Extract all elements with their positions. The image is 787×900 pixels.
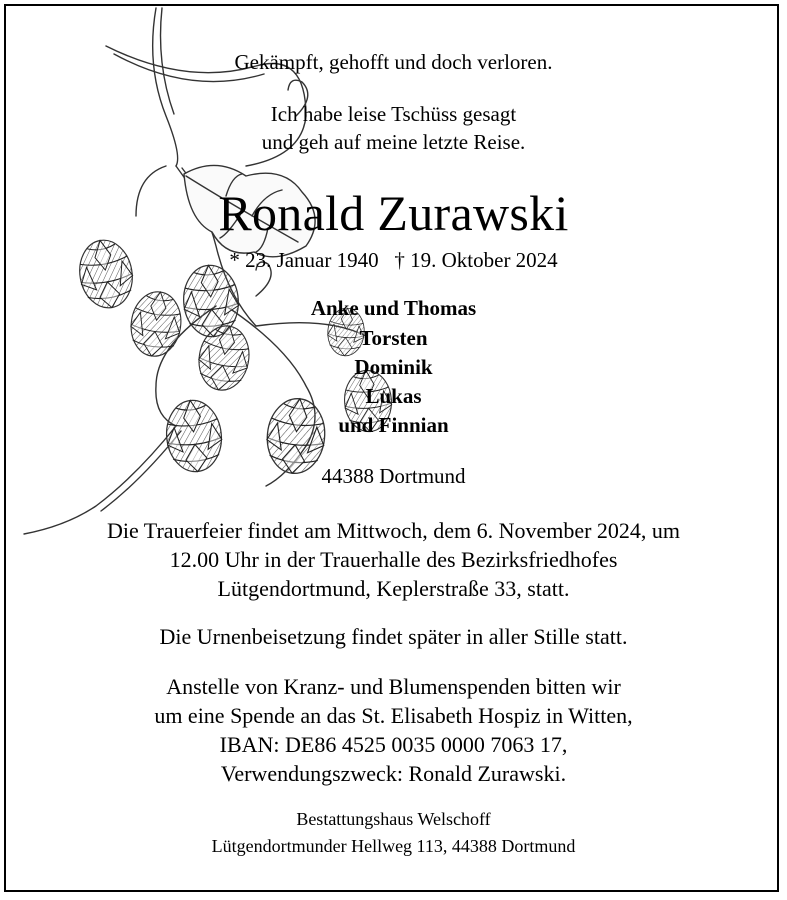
mourner-name: Lukas: [365, 384, 422, 408]
funeral-info-line: Lütgendortmund, Keplerstraße 33, statt.: [217, 576, 570, 601]
mourner-name: Anke und Thomas: [310, 296, 477, 320]
donation-info-line: IBAN: DE86 4525 0035 0000 7063 17,: [219, 732, 568, 757]
funeral-info-line: 12.00 Uhr in der Trauerhalle des Bezirksfriedhofes: [169, 547, 618, 572]
obituary-notice: [4, 4, 779, 892]
donation-info-line: Anstelle von Kranz- und Blumenspenden bitten wir: [166, 674, 621, 699]
urn-burial-info: Die Urnenbeisetzung findet später in aller Stille statt.: [159, 624, 628, 649]
deceased-name: Ronald Zurawski: [218, 185, 569, 241]
donation-info-line: um eine Spende an das St. Elisabeth Hospiz in Witten,: [154, 703, 633, 728]
mourner-name: Dominik: [354, 355, 433, 379]
poem-line: Ich habe leise Tschüss gesagt: [270, 102, 517, 126]
life-dates: * 23. Januar 1940 † 19. Oktober 2024: [229, 248, 558, 272]
poem-line: und geh auf meine letzte Reise.: [261, 130, 526, 154]
undertaker-name: Bestattungshaus Welschoff: [296, 809, 491, 829]
undertaker-address: Lütgendortmunder Hellweg 113, 44388 Dortmund: [211, 836, 576, 856]
mourner-name: Torsten: [359, 326, 428, 350]
family-location: 44388 Dortmund: [321, 464, 466, 488]
poem-line: Gekämpft, gehofft und doch verloren.: [234, 50, 553, 74]
funeral-info-line: Die Trauerfeier findet am Mittwoch, dem 6. November 2024, um: [106, 518, 681, 543]
mourner-name: und Finnian: [338, 413, 449, 437]
donation-info-line: Verwendungszweck: Ronald Zurawski.: [220, 761, 567, 786]
